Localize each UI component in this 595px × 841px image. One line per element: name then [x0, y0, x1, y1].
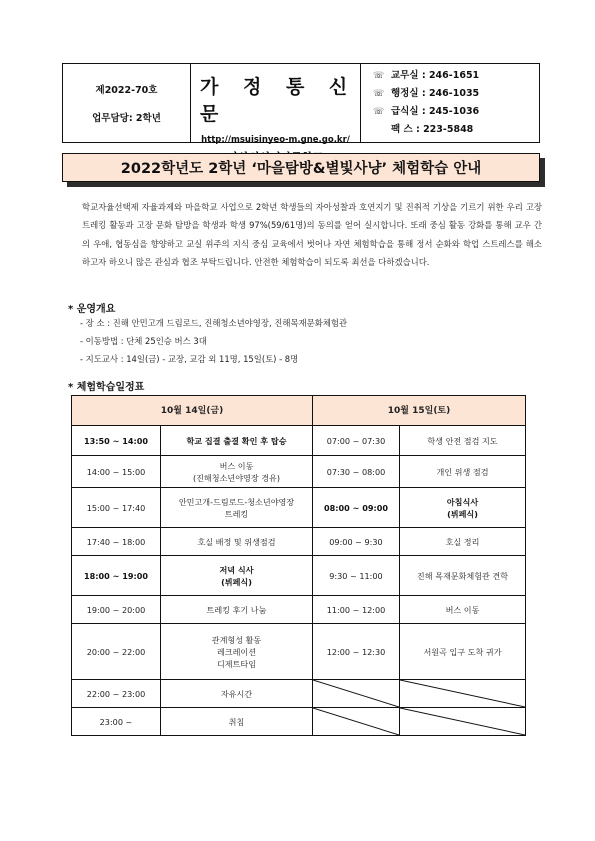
contact-label: 팩 스 : 223-5848	[391, 124, 474, 135]
activity-cell	[400, 556, 526, 596]
time-cell: 19:00 ~ 20:00	[72, 596, 161, 624]
phone-icon: ☏	[373, 107, 385, 117]
empty-cell	[400, 680, 526, 708]
activity-cell	[161, 426, 313, 456]
schedule-row	[72, 708, 526, 736]
diagonal-strike	[400, 708, 525, 735]
time-cell: 07:30 ~ 08:00	[313, 456, 400, 488]
activity-line: 호실 배정 및 위생점검	[197, 536, 276, 547]
schedule-row	[72, 488, 526, 528]
contact-row	[373, 121, 539, 139]
operations-heading: * 운영개요	[68, 304, 116, 315]
time-cell: 08:00 ~ 09:00	[313, 488, 400, 528]
contact-row	[373, 67, 539, 85]
time-cell: 9:30 ~ 11:00	[313, 556, 400, 596]
contact-row	[373, 85, 539, 103]
contact-label: 행정실 : 246-1035	[391, 88, 480, 99]
activity-cell	[161, 596, 313, 624]
time-cell: 20:00 ~ 22:00	[72, 624, 161, 680]
diagonal-strike	[313, 708, 399, 735]
activity-cell	[400, 456, 526, 488]
empty-cell	[313, 708, 400, 736]
activity-line: (진해청소년야영장 경유)	[192, 472, 281, 483]
schedule-header-row	[72, 396, 526, 426]
activity-line: 개인 위생 점검	[436, 466, 489, 477]
title-banner	[62, 153, 548, 187]
operations-item: - 지도교사 : 14일(금) - 교장, 교감 외 11명, 15일(토) - 8명	[80, 354, 299, 364]
contact-row	[373, 103, 539, 121]
intro-paragraph: 학교자율선택제 자율과제와 마을학교 사업으로 2학년 학생들의 자아성찰과 호연지기 및 진취적 기상을 기르기 위한 우리 고장 트레킹 활동과 고장 문화 탐방을 학생과 학생 97%(59/61명)의 동의를 얻어 실시합니다. 또래 중심 활동 강화를 통해 교우 간의 우애, 협동심을 향양하고 교실 위주의 지식 중심 교육에서 벗어나 자연 체험학습을 통해 정서 순화와 학업 스트레스를 해소하고자 하오니 많은 관심과 협조 부탁드립니다. 안전한 체험학습이 되도록 최선을 다하겠습니다.	[82, 202, 542, 268]
school-url: http://msuisinyeo-m.gne.go.kr/	[201, 135, 350, 145]
phone-icon: ☏	[373, 89, 385, 99]
schedule-row	[72, 680, 526, 708]
activity-line: 자유시간	[220, 688, 253, 699]
activity-cell	[400, 596, 526, 624]
empty-cell	[313, 680, 400, 708]
activity-line: 디제트타임	[216, 658, 257, 669]
activity-line: 안민고개-드림로드-청소년야영장	[178, 496, 295, 507]
activity-cell	[400, 528, 526, 556]
time-cell: 14:00 ~ 15:00	[72, 456, 161, 488]
activity-cell	[161, 528, 313, 556]
schedule-row	[72, 624, 526, 680]
time-cell: 15:00 ~ 17:40	[72, 488, 161, 528]
time-cell: 23:00 ~	[72, 708, 161, 736]
schedule-row	[72, 528, 526, 556]
time-cell: 18:00 ~ 19:00	[72, 556, 161, 596]
activity-line: 저녁 식사	[219, 564, 254, 575]
activity-cell	[161, 556, 313, 596]
letterhead-left	[63, 64, 191, 142]
day1-header: 10월 14일(금)	[72, 396, 313, 426]
document-owner: 업무담당: 2학년	[92, 113, 161, 124]
letterhead-center	[191, 64, 361, 145]
activity-line: 관계형성 활동	[211, 634, 262, 645]
activity-cell	[161, 680, 313, 708]
activity-cell	[400, 426, 526, 456]
time-cell: 09:00 ~ 9:30	[313, 528, 400, 556]
contact-list	[361, 64, 539, 142]
activity-line: 트레킹	[224, 508, 249, 519]
schedule-table	[71, 395, 526, 736]
activity-cell	[400, 488, 526, 528]
time-cell: 17:40 ~ 18:00	[72, 528, 161, 556]
diagonal-strike	[313, 680, 399, 707]
activity-line: 호실 정리	[445, 536, 480, 547]
activity-line: (뷔페식)	[221, 576, 252, 587]
time-cell: 12:00 ~ 12:30	[313, 624, 400, 680]
activity-line: 학교 집결 출결 확인 후 탑승	[186, 435, 287, 446]
activity-cell	[161, 708, 313, 736]
diagonal-strike	[400, 680, 525, 707]
day2-header: 10월 15일(토)	[313, 396, 526, 426]
activity-line: 학생 안전 점검 지도	[427, 435, 498, 446]
letterhead-box	[62, 63, 540, 143]
activity-line: 버스 이동	[219, 460, 254, 471]
time-cell: 11:00 ~ 12:00	[313, 596, 400, 624]
document-number: 제2022-70호	[95, 85, 158, 96]
schedule-heading: * 체험학습일정표	[68, 382, 145, 393]
operations-list	[80, 314, 347, 368]
schedule-row	[72, 556, 526, 596]
operations-item: - 장 소 : 진해 안민고개 드림로드, 진해청소년야영장, 진해목재문화체험관	[80, 318, 348, 328]
schedule-row	[72, 596, 526, 624]
banner-title: 2022학년도 2학년 ‘마을탐방&별빛사냥’ 체험학습 안내	[62, 153, 540, 182]
activity-line: 취침	[228, 716, 245, 727]
time-cell: 13:50 ~ 14:00	[72, 426, 161, 456]
schedule-row	[72, 456, 526, 488]
activity-line: 레크레이션	[216, 646, 257, 657]
activity-line: (뷔페식)	[447, 508, 478, 519]
time-cell: 22:00 ~ 23:00	[72, 680, 161, 708]
activity-line: 트레킹 후기 나눔	[206, 604, 267, 615]
schedule-row	[72, 426, 526, 456]
document-title: 가 정 통 신 문	[200, 76, 357, 125]
activity-line: 서원곡 입구 도착 귀가	[423, 646, 502, 657]
contact-label: 급식실 : 245-1036	[391, 106, 480, 117]
time-cell: 07:00 ~ 07:30	[313, 426, 400, 456]
activity-line: 버스 이동	[445, 604, 480, 615]
contact-label: 교무실 : 246-1651	[391, 70, 480, 81]
activity-cell	[400, 624, 526, 680]
activity-cell	[161, 488, 313, 528]
activity-cell	[161, 624, 313, 680]
operations-item: - 이동방법 : 단체 25인승 버스 3대	[80, 336, 207, 346]
phone-icon: ☏	[373, 71, 385, 81]
activity-line: 진해 목재문화체험관 견학	[416, 570, 509, 581]
empty-cell	[400, 708, 526, 736]
activity-cell	[161, 456, 313, 488]
activity-line: 아침식사	[446, 496, 479, 507]
